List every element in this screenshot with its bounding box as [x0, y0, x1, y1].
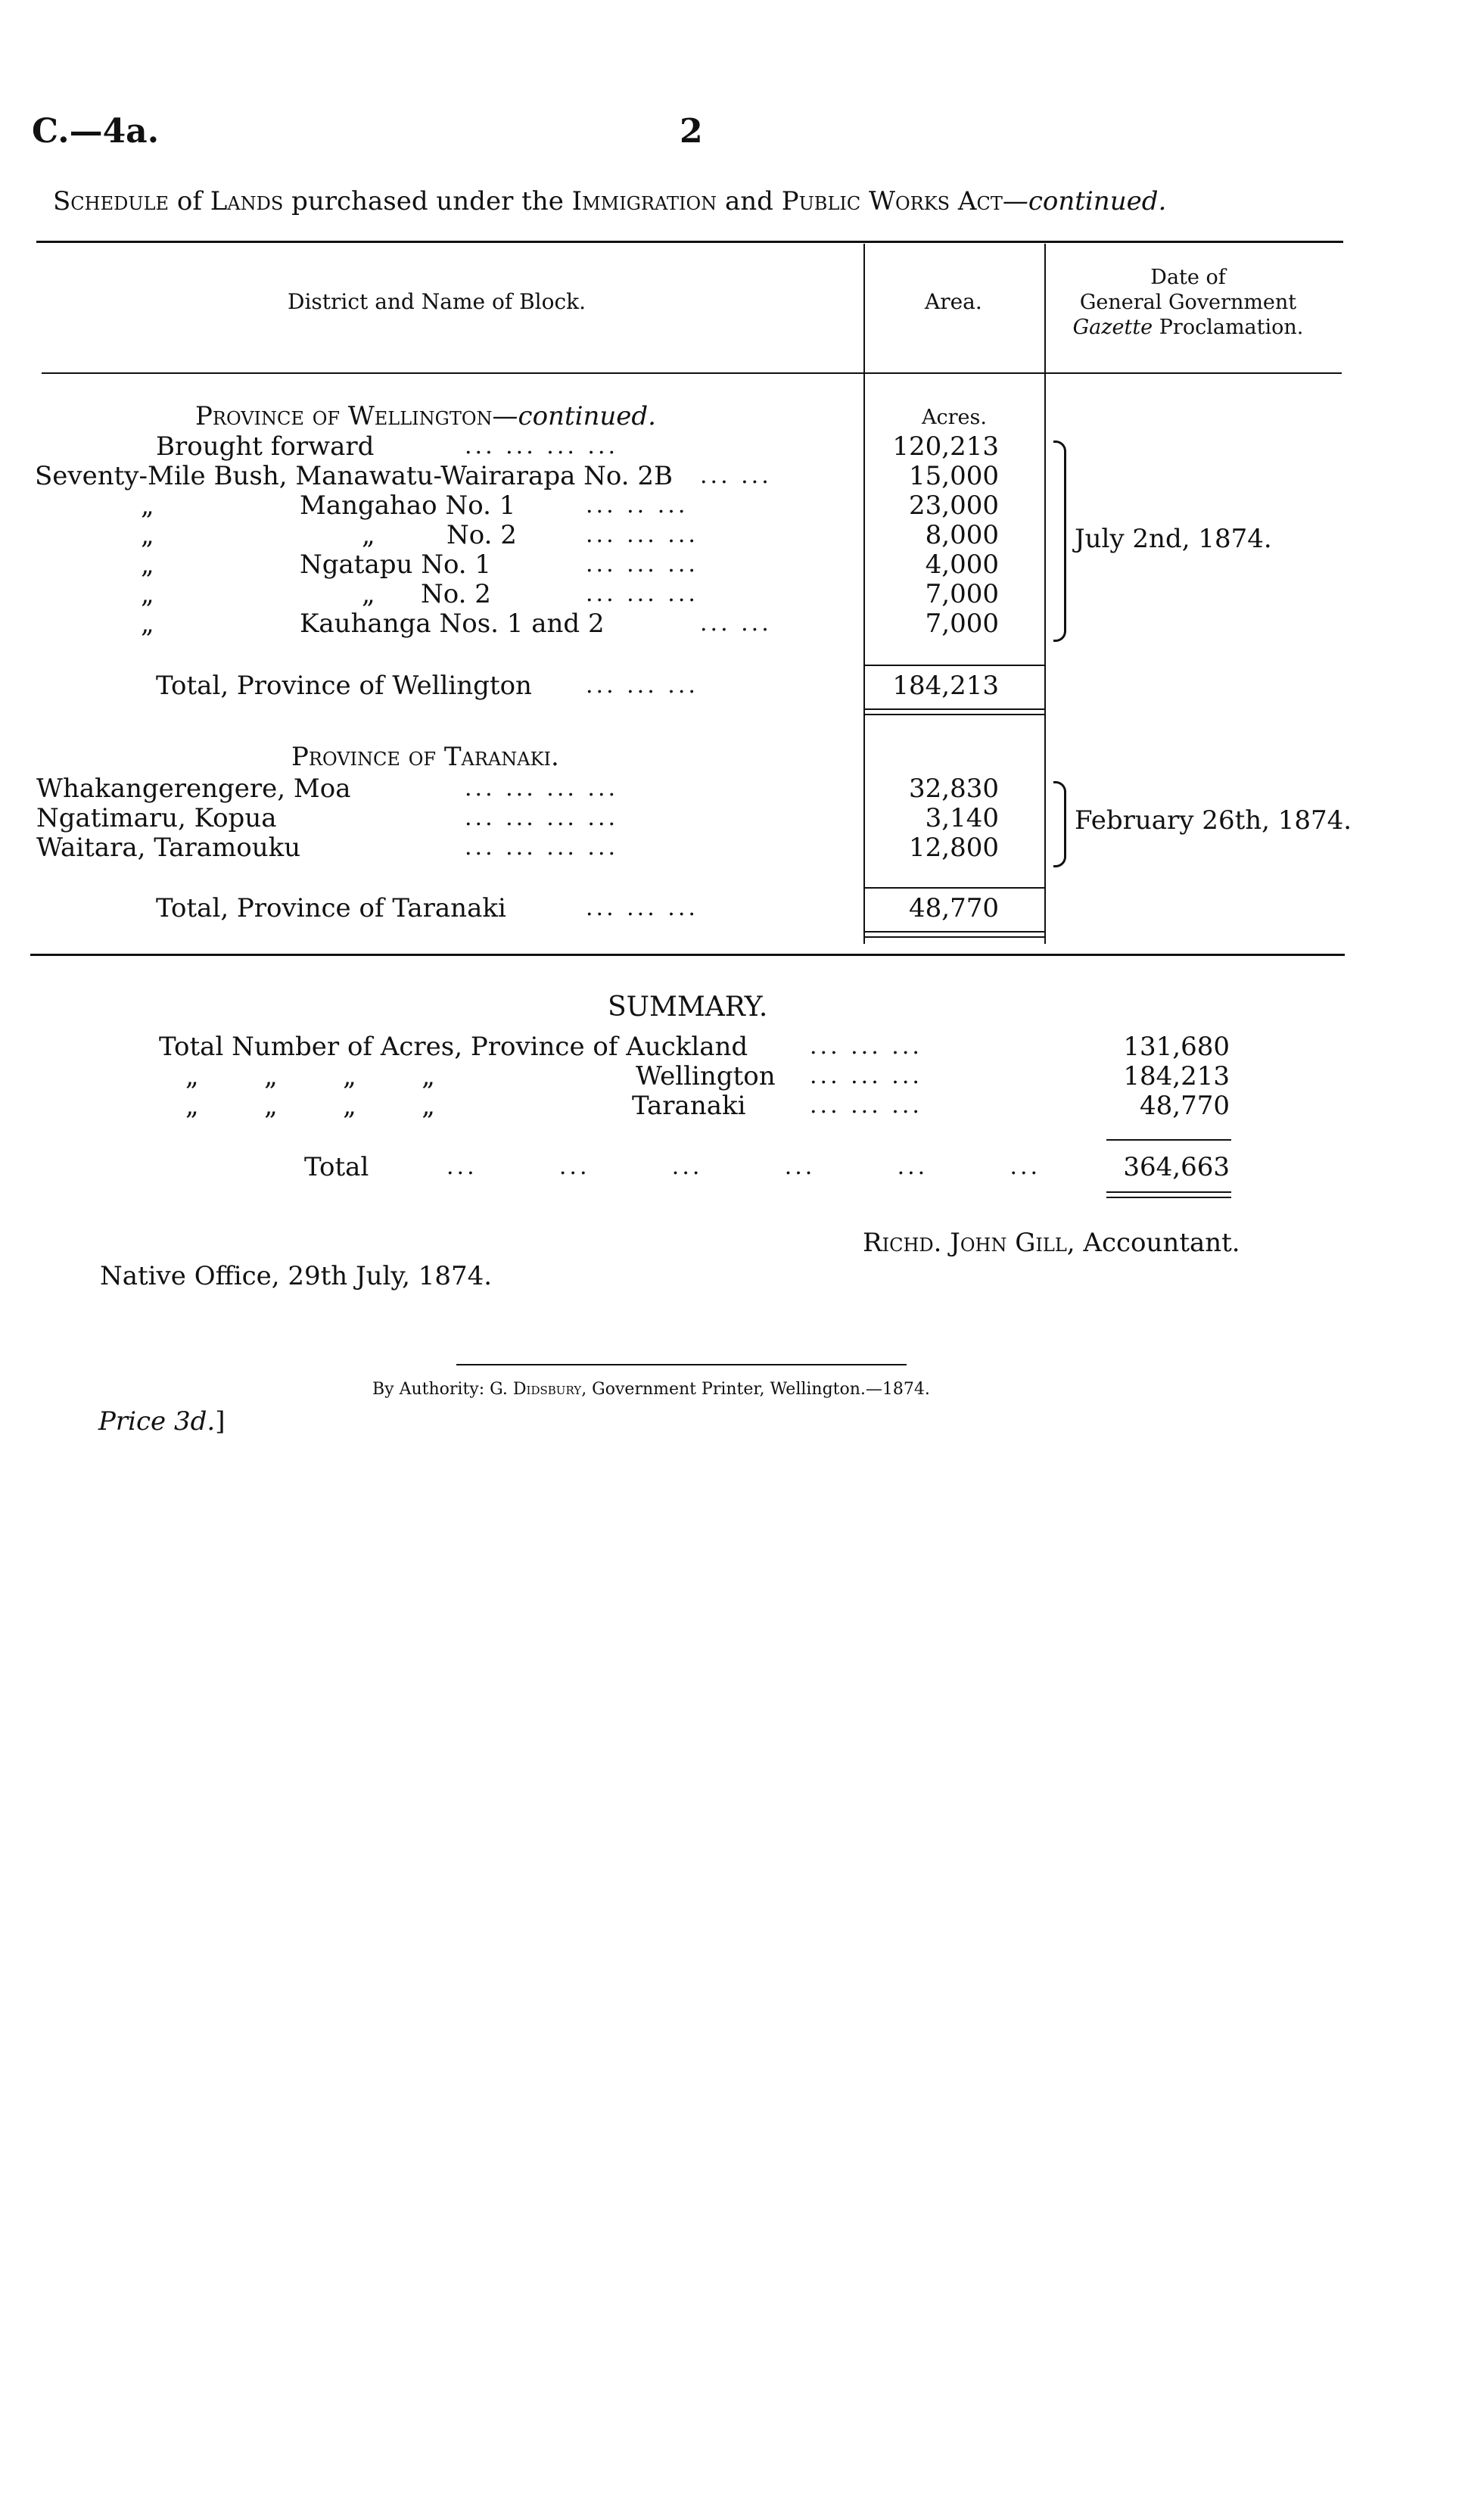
date-column-header	[1063, 265, 1313, 340]
summary-total-row	[0, 1152, 1484, 1182]
area-column-header: Area.	[925, 289, 982, 314]
title-continued: —continued.	[1002, 186, 1167, 216]
page-number: 2	[680, 112, 703, 151]
summary-label: Wellington	[636, 1061, 776, 1091]
title-schedule: Schedule	[53, 186, 170, 216]
leader-dots: ... ... ...	[586, 522, 698, 548]
wellington-total-row	[0, 671, 1044, 701]
block-area: 12,800	[909, 833, 999, 863]
block-area: 23,000	[909, 490, 999, 521]
wellington-heading-province: Province of Wellington	[195, 401, 493, 431]
summary-value: 184,213	[1123, 1061, 1230, 1091]
total-label: Total, Province of Wellington	[156, 671, 532, 701]
ditto-mark: „	[141, 550, 154, 580]
leader-dots: ... ... ...	[586, 581, 698, 607]
summary-label: Taranaki	[632, 1091, 746, 1121]
table-row	[0, 461, 1044, 491]
summary-total-double-rule-1	[1106, 1191, 1231, 1193]
leader-dots: ... ... ... ... ... ...	[446, 1154, 1041, 1180]
ditto-mark: „	[141, 609, 154, 639]
leader-dots: ... ...	[700, 462, 772, 489]
ditto-mark: „	[141, 520, 154, 550]
total-value: 48,770	[909, 893, 999, 923]
block-name: No. 2	[446, 520, 517, 550]
imprint-rule	[456, 1364, 907, 1365]
leader-dots: ... ... ...	[586, 551, 698, 578]
table-header-rule	[42, 372, 1342, 374]
table-row	[0, 579, 1044, 609]
signatory-name: Richd. John Gill	[863, 1228, 1067, 1258]
table-row	[0, 774, 1044, 804]
table-row	[0, 833, 1044, 863]
title-of: of	[176, 186, 202, 216]
table-bottom-rule	[30, 954, 1345, 956]
table-row	[0, 431, 1044, 462]
block-name: Ngatimaru, Kopua	[36, 803, 277, 833]
ditto-marks: „ „ „ „	[185, 1091, 435, 1121]
acres-unit-label: Acres.	[922, 406, 987, 429]
summary-row	[0, 1091, 1484, 1121]
total-value: 184,213	[892, 671, 999, 701]
printer-imprint	[372, 1380, 930, 1399]
table-top-rule	[36, 241, 1343, 243]
block-name: Mangahao No. 1	[300, 490, 516, 521]
title-act: Act	[957, 186, 1003, 216]
block-name: Seventy-Mile Bush, Manawatu-Wairarapa No. 2B	[35, 461, 674, 491]
leader-dots: ... ... ... ...	[465, 433, 619, 459]
imprint-suffix: , Government Printer, Wellington.—1874.	[581, 1380, 930, 1399]
taranaki-total-double-rule-1	[863, 931, 1045, 933]
summary-value: 131,680	[1123, 1032, 1230, 1062]
block-name: Whakangerengere, Moa	[36, 774, 351, 804]
block-area: 32,830	[909, 774, 999, 804]
taranaki-total-double-rule-2	[863, 936, 1045, 938]
taranaki-proclamation-date: February 26th, 1874.	[1075, 805, 1352, 836]
block-area: 8,000	[925, 520, 999, 550]
ditto-mark: „	[362, 520, 375, 550]
leader-dots: ... ... ...	[586, 672, 698, 699]
summary-value: 48,770	[1140, 1091, 1230, 1121]
summary-title: SUMMARY.	[608, 992, 768, 1023]
leader-dots: ... ... ... ...	[465, 834, 619, 861]
signatory-role: , Accountant.	[1066, 1228, 1240, 1258]
title-and: and	[724, 186, 773, 216]
leader-dots: ... ... ... ...	[465, 805, 619, 831]
summary-total-label: Total	[304, 1152, 369, 1182]
date-header-line3	[1063, 315, 1313, 340]
title-purchased: purchased under the	[291, 186, 564, 216]
block-area: 3,140	[925, 803, 999, 833]
leader-dots: ... .. ...	[586, 492, 689, 518]
summary-total-top-rule	[1106, 1139, 1231, 1141]
table-row	[0, 803, 1044, 833]
title-immigration: Immigration	[571, 186, 717, 216]
price	[98, 1406, 225, 1437]
wellington-heading	[195, 401, 656, 431]
area-column-right-rule	[1044, 244, 1046, 944]
wellington-total-double-rule-1	[863, 708, 1045, 710]
ditto-mark: „	[141, 490, 154, 521]
leader-dots: ... ... ...	[810, 1063, 922, 1089]
title-public-works: Public Works	[781, 186, 950, 216]
leader-dots: ... ... ...	[810, 1033, 922, 1060]
table-row	[0, 550, 1044, 580]
leader-dots: ... ... ...	[810, 1092, 922, 1119]
table-row	[0, 490, 1044, 521]
wellington-proclamation-date: July 2nd, 1874.	[1075, 524, 1272, 554]
summary-total-value: 364,663	[1123, 1152, 1230, 1182]
summary-label: Total Number of Acres, Province of Auckland	[159, 1032, 748, 1062]
block-name: Brought forward	[156, 431, 375, 462]
leader-dots: ... ...	[700, 610, 772, 637]
schedule-title	[53, 186, 1166, 216]
table-row	[0, 520, 1044, 550]
block-name: Ngatapu No. 1	[300, 550, 492, 580]
price-label: Price 3d.	[98, 1406, 216, 1437]
block-area: 7,000	[925, 609, 999, 639]
block-name: No. 2	[421, 579, 491, 609]
date-header-line2: General Government	[1079, 291, 1297, 314]
taranaki-heading: Province of Taranaki.	[291, 742, 559, 772]
block-name: Waitara, Taramouku	[36, 833, 301, 863]
summary-row	[0, 1032, 1484, 1062]
block-area: 4,000	[925, 550, 999, 580]
taranaki-total-row	[0, 893, 1044, 923]
block-name: Kauhanga Nos. 1 and 2	[300, 609, 605, 639]
place-and-date: Native Office, 29th July, 1874.	[100, 1261, 493, 1291]
ditto-marks: „ „ „ „	[185, 1061, 435, 1091]
date-header-line1: Date of	[1150, 266, 1226, 289]
date-header-gazette: Gazette	[1072, 316, 1153, 339]
district-column-header: District and Name of Block.	[288, 289, 586, 314]
signature	[863, 1228, 1240, 1258]
imprint-printer: Didsbury	[512, 1380, 582, 1399]
table-row	[0, 609, 1044, 639]
wellington-total-top-rule	[863, 665, 1045, 666]
block-area: 120,213	[892, 431, 999, 462]
block-area: 7,000	[925, 579, 999, 609]
wellington-total-double-rule-2	[863, 714, 1045, 715]
ditto-mark: „	[362, 579, 375, 609]
taranaki-date-brace	[1053, 781, 1066, 867]
total-label: Total, Province of Taranaki	[156, 893, 506, 923]
summary-total-double-rule-2	[1106, 1197, 1231, 1198]
leader-dots: ... ... ...	[586, 895, 698, 921]
imprint-prefix: By Authority: G.	[372, 1380, 508, 1399]
title-lands: Lands	[210, 186, 284, 216]
date-header-proclamation: Proclamation.	[1159, 316, 1304, 339]
taranaki-total-top-rule	[863, 887, 1045, 889]
summary-row	[0, 1061, 1484, 1091]
wellington-heading-continued: —continued.	[492, 401, 656, 431]
ditto-mark: „	[141, 579, 154, 609]
block-area: 15,000	[909, 461, 999, 491]
leader-dots: ... ... ... ...	[465, 775, 619, 802]
price-bracket: ]	[215, 1406, 226, 1437]
document-reference: C.—4a.	[32, 112, 160, 151]
wellington-date-brace	[1053, 441, 1066, 642]
